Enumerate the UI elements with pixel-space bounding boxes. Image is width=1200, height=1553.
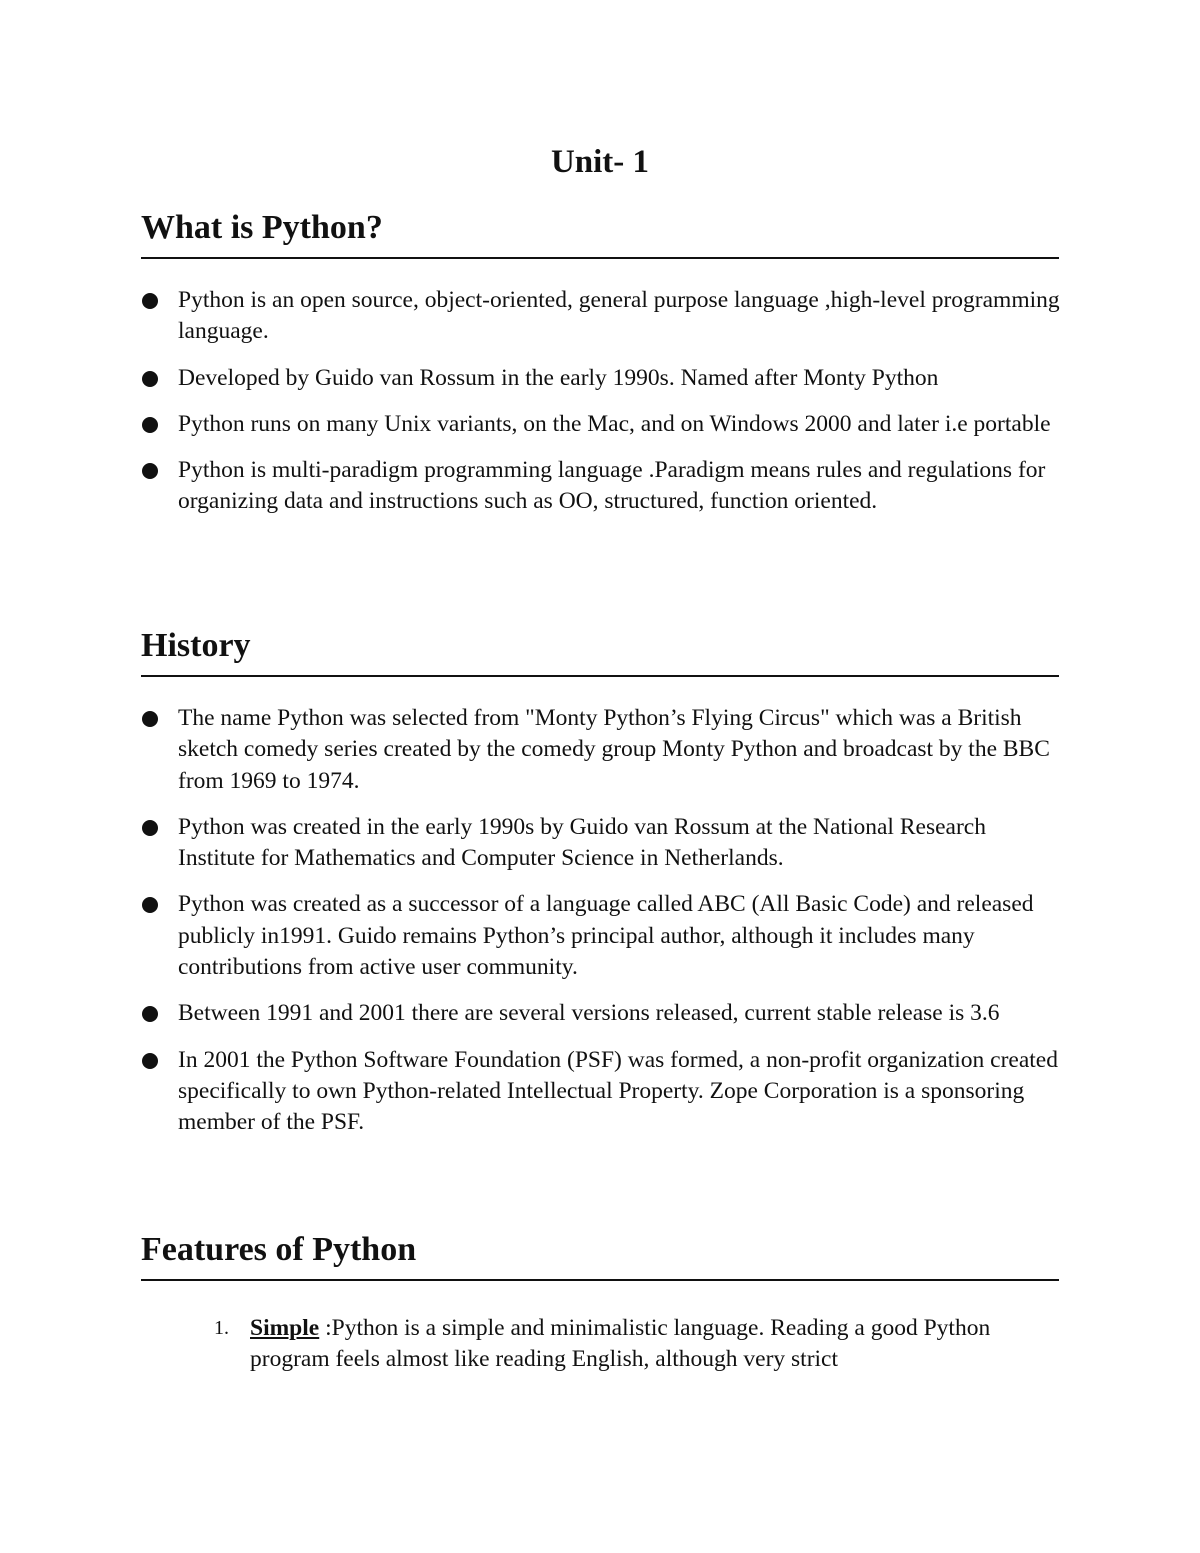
list-item xyxy=(141,703,1061,797)
bullet-icon xyxy=(142,711,158,727)
list-item xyxy=(141,363,1061,394)
list-item xyxy=(141,812,1061,875)
list-item-text: Python was created as a successor of a language called ABC (All Basic Code) and released publicly in1991. Guido remains Python’s principal author, although it includes many contributions from active user community. xyxy=(178,891,1034,981)
list-item xyxy=(141,409,1061,440)
list-item xyxy=(141,889,1061,983)
unit-title: Unit- 1 xyxy=(550,144,650,180)
list-item-number: 1. xyxy=(214,1317,229,1339)
bullet-icon xyxy=(142,417,158,433)
list-item-text: Between 1991 and 2001 there are several versions released, current stable release is 3.6 xyxy=(178,1000,1000,1027)
list-item xyxy=(214,1313,1044,1376)
list-item-text: Python is an open source, object-oriented, general purpose language ,high-level programming language. xyxy=(178,287,1060,345)
bullet-icon xyxy=(142,371,158,387)
section-heading-what-is-python: What is Python? xyxy=(141,207,1059,259)
list-item-text: Python was created in the early 1990s by Guido van Rossum at the National Research Institute for Mathematics and Computer Science in Netherlands. xyxy=(178,813,986,872)
feature-description: :Python is a simple and minimalistic language. Reading a good Python program feels almost like reading English, although very strict xyxy=(250,1315,991,1373)
feature-term: Simple xyxy=(250,1315,320,1341)
bullet-icon xyxy=(142,897,158,913)
features-list xyxy=(214,1313,1044,1376)
bullet-icon xyxy=(142,1053,158,1069)
bullet-icon xyxy=(142,293,158,309)
list-item-text: Developed by Guido van Rossum in the early 1990s. Named after Monty Python xyxy=(178,364,939,391)
list-item xyxy=(141,455,1061,518)
section-heading-history: History xyxy=(141,625,1059,677)
list-item-text: Python is multi-paradigm programming language .Paradigm means rules and regulations for organizing data and instructions such as OO, structured, function oriented. xyxy=(178,457,1046,515)
list-item-text: In 2001 the Python Software Foundation (PSF) was formed, a non-profit organization created specifically to own Python-related Intellectual Property. Zope Corporation is a sponsoring member of the PSF. xyxy=(178,1046,1058,1136)
list-item-text: The name Python was selected from "Monty Python’s Flying Circus" which was a British sketch comedy series created by the comedy group Monty Python and broadcast by the BBC from 1969 to 1974. xyxy=(178,705,1050,794)
bullet-icon xyxy=(142,1006,158,1022)
bullet-icon xyxy=(142,820,158,836)
list-item xyxy=(141,1045,1061,1139)
what-is-python-list xyxy=(141,285,1061,533)
history-list xyxy=(141,703,1061,1154)
bullet-icon xyxy=(142,463,158,479)
list-item xyxy=(141,998,1061,1029)
list-item-text: Python runs on many Unix variants, on the Mac, and on Windows 2000 and later i.e portable xyxy=(178,410,1051,437)
list-item xyxy=(141,285,1061,348)
section-heading-features: Features of Python xyxy=(141,1229,1059,1281)
